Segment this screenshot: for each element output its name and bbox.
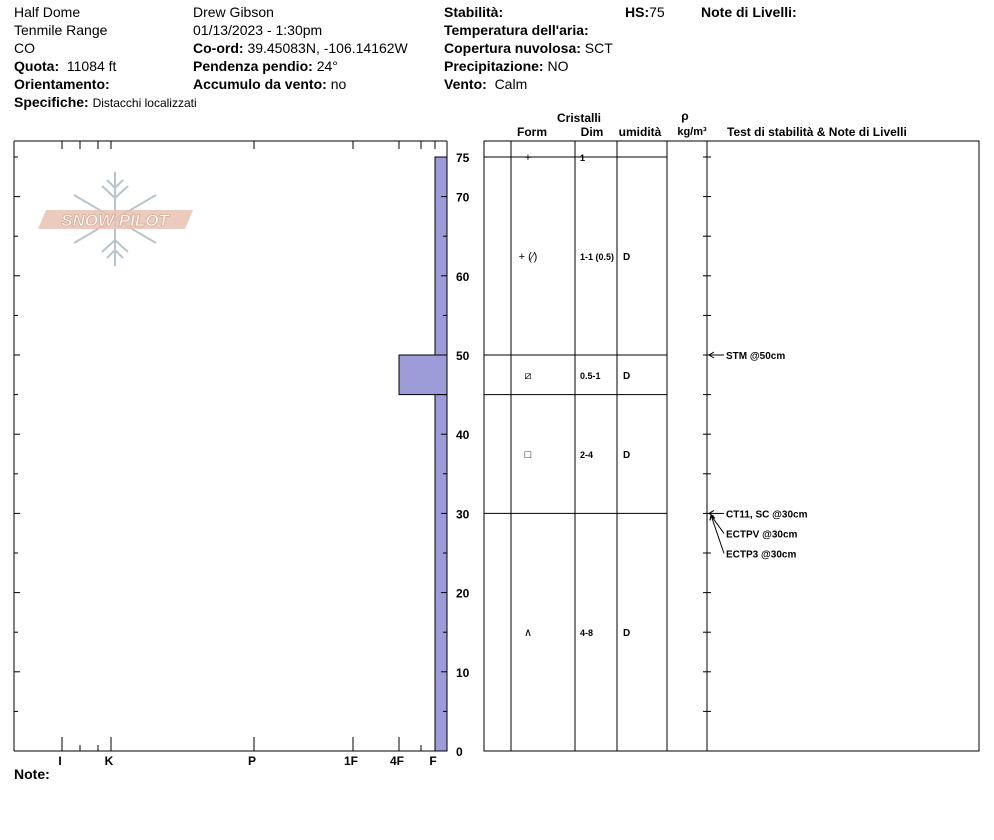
specifics-label: Specifiche: bbox=[14, 94, 89, 110]
hardness-label: K bbox=[104, 754, 114, 768]
wind-value: Calm bbox=[494, 76, 528, 92]
slope-value: 24° bbox=[316, 58, 338, 74]
layer-size: 4-8 bbox=[580, 628, 594, 639]
specifics-value: Distacchi localizzati bbox=[92, 96, 197, 110]
layer-moisture: D bbox=[623, 450, 631, 461]
y-tick-label: 70 bbox=[456, 190, 470, 205]
layer-size: 0.5-1 bbox=[580, 370, 601, 381]
y-tick-label: 50 bbox=[456, 349, 470, 363]
test-label: CT11, SC @30cm bbox=[726, 509, 808, 521]
hs-value: 75 bbox=[649, 4, 665, 20]
test-label: STM @50cm bbox=[726, 351, 786, 362]
slope-label: Pendenza pendio: bbox=[193, 58, 313, 74]
logo-text: SNOW PILOT bbox=[61, 211, 169, 230]
layer-form: ∧ bbox=[523, 627, 533, 640]
hardness-label: 4F bbox=[389, 754, 405, 768]
y-tick-label: 75 bbox=[456, 151, 470, 165]
elevation-label: Quota: bbox=[14, 58, 60, 74]
layer-moisture: D bbox=[623, 252, 631, 263]
form-header: Form bbox=[517, 125, 547, 139]
hardness-bar bbox=[399, 355, 447, 395]
layer-form: + bbox=[524, 152, 532, 164]
cloud-label: Copertura nuvolosa: bbox=[444, 40, 581, 56]
layer-form: + (⁄) bbox=[518, 251, 538, 263]
hardness-bar bbox=[435, 395, 447, 751]
wind-loading-value: no bbox=[330, 76, 347, 92]
datetime: 01/13/2023 - 1:30pm bbox=[193, 22, 323, 38]
coord-label: Co-ord: bbox=[193, 40, 244, 56]
air-temp-label: Temperatura dell'aria: bbox=[444, 22, 589, 38]
layer-table bbox=[484, 141, 979, 751]
layer-moisture: D bbox=[623, 370, 631, 382]
moisture-header: umidità bbox=[618, 125, 662, 139]
y-tick-label: 10 bbox=[456, 665, 470, 680]
hardness-bar bbox=[435, 157, 447, 355]
observer: Drew Gibson bbox=[193, 4, 274, 20]
layer-size: 1 bbox=[580, 153, 586, 163]
layer-notes-label: Note di Livelli: bbox=[701, 4, 797, 20]
y-tick-label: 20 bbox=[456, 586, 470, 601]
snowpilot-logo bbox=[38, 172, 193, 266]
wind-loading-label: Accumulo da vento: bbox=[193, 76, 327, 92]
y-tick-label: 30 bbox=[456, 507, 470, 522]
layer-size: 2-4 bbox=[580, 450, 594, 460]
tests-header: Test di stabilità & Note di Livelli bbox=[727, 125, 907, 139]
location: Half Dome bbox=[14, 4, 81, 20]
note-label: Note: bbox=[14, 766, 50, 782]
test-pointer bbox=[711, 515, 724, 533]
y-tick-label: 60 bbox=[456, 269, 470, 284]
layer-moisture: D bbox=[623, 628, 631, 640]
density-unit: kg/m³ bbox=[677, 126, 707, 138]
elevation-value: 11084 ft bbox=[66, 58, 117, 74]
stability-label: Stabilità: bbox=[444, 4, 504, 20]
crystals-header: Cristalli bbox=[556, 111, 602, 125]
table-border bbox=[484, 141, 979, 751]
hardness-plot bbox=[14, 141, 470, 768]
layer-form: ⧄ bbox=[524, 369, 532, 382]
hs-label: HS: bbox=[625, 4, 650, 20]
coord-value: 39.45083N, -106.14162W bbox=[247, 40, 408, 56]
state: CO bbox=[14, 40, 35, 56]
test-label: ECTP3 @30cm bbox=[726, 549, 797, 561]
density-symbol: ρ bbox=[681, 109, 689, 123]
layer-form: □ bbox=[524, 449, 532, 461]
y-tick-label: 0 bbox=[456, 745, 463, 759]
precip-label: Precipitazione: bbox=[444, 58, 544, 74]
wind-label: Vento: bbox=[444, 76, 487, 92]
precip-value: NO bbox=[547, 58, 569, 74]
size-header: Dim bbox=[580, 125, 604, 139]
range: Tenmile Range bbox=[14, 22, 108, 38]
layer-size: 1-1 (0.5) bbox=[580, 252, 615, 262]
test-pointer bbox=[711, 515, 724, 553]
y-tick-label: 40 bbox=[456, 428, 470, 443]
aspect-label: Orientamento: bbox=[14, 76, 110, 92]
hardness-label: 1F bbox=[343, 754, 359, 768]
cloud-value: SCT bbox=[584, 40, 613, 56]
test-label: ECTPV @30cm bbox=[726, 529, 798, 541]
hardness-label: P bbox=[247, 754, 257, 768]
hardness-label: F bbox=[429, 754, 437, 768]
hardness-label: I bbox=[58, 754, 62, 768]
